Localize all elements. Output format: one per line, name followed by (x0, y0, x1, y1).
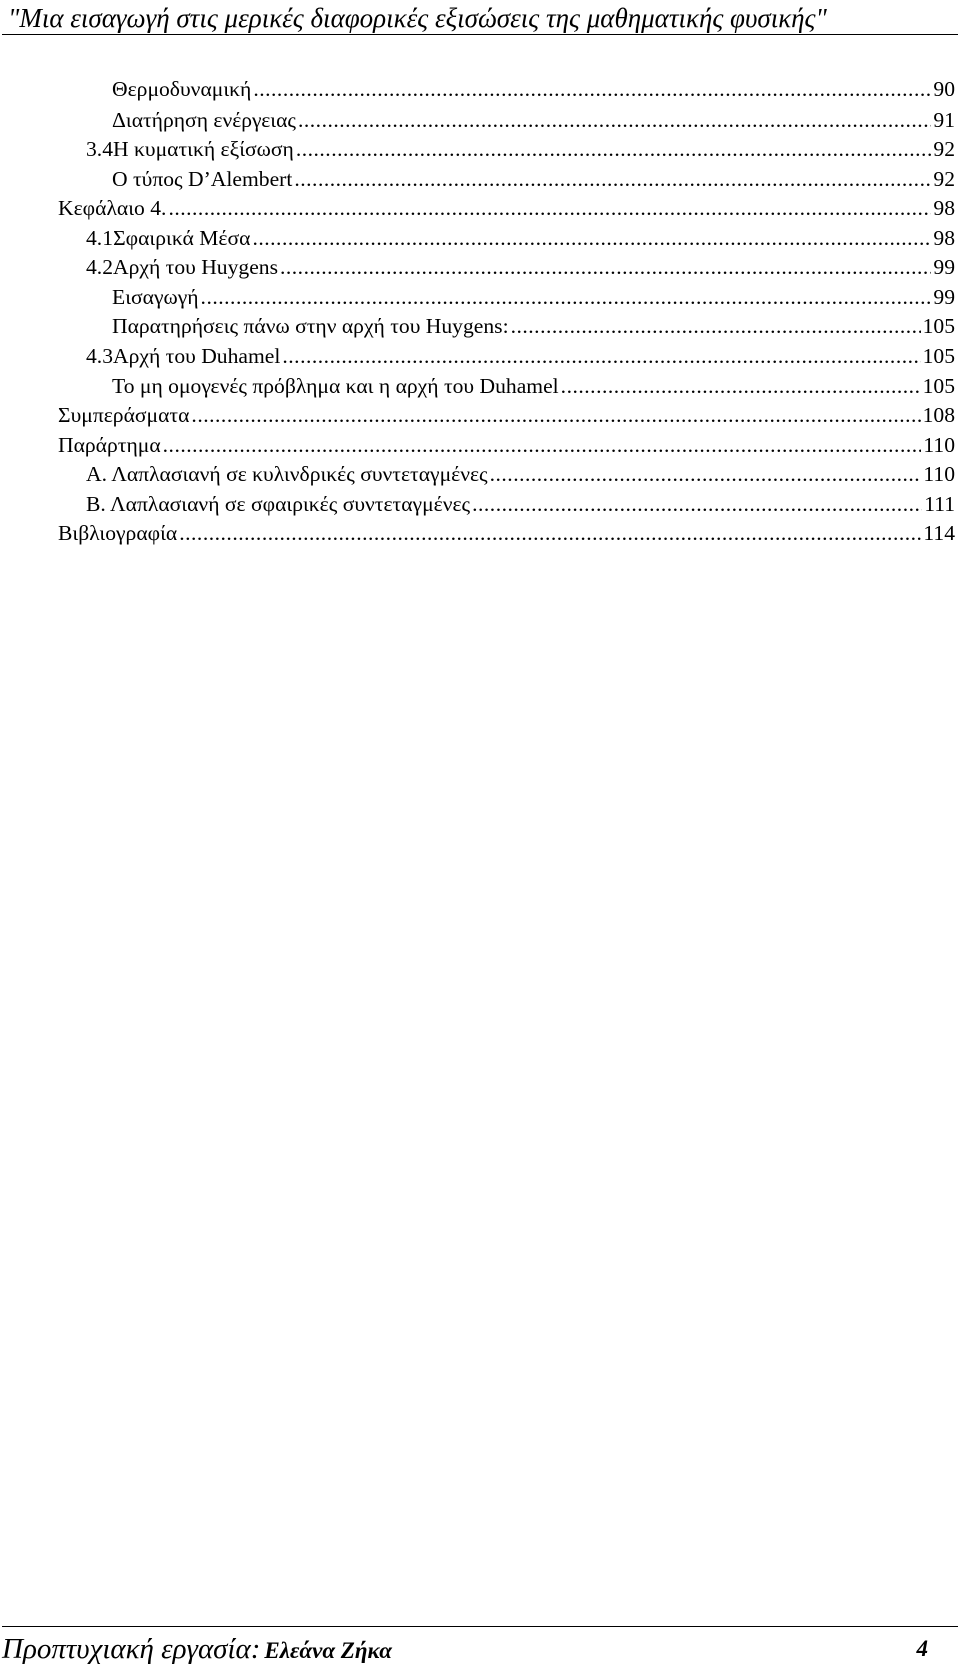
toc-entry[interactable] (86, 489, 955, 519)
toc-entry[interactable] (112, 74, 955, 104)
toc-entry[interactable] (86, 459, 955, 489)
toc-leader-dots (472, 489, 922, 519)
toc-entry-page: 90 (933, 77, 955, 101)
toc-entry-number: 4.1 (86, 226, 113, 250)
toc-leader-dots (298, 105, 931, 135)
toc-entry-title: Παρατηρήσεις πάνω στην αρχή του Huygens: (112, 314, 509, 338)
toc-entry-title: Α. Λαπλασιανή σε κυλινδρικές συντεταγμένες (86, 462, 488, 486)
toc-leader-dots (252, 223, 931, 253)
page-header (2, 2, 958, 35)
toc-entry-page: 105 (922, 374, 955, 398)
toc-leader-dots (282, 341, 920, 371)
toc-entry-page: 105 (922, 344, 955, 368)
toc-entry-number: 4.3 (86, 344, 113, 368)
toc-entry[interactable] (86, 223, 955, 253)
toc-leader-dots (179, 518, 921, 548)
toc-entry-page: 98 (933, 196, 955, 220)
toc-entry-page: 110 (923, 433, 955, 457)
toc-entry-page: 99 (933, 285, 955, 309)
toc-entry[interactable] (58, 193, 955, 223)
footer-author: Ελεάνα Ζήκα (264, 1638, 392, 1663)
toc-entry-page: 111 (924, 492, 955, 516)
toc-entry-title: Αρχή του Duhamel (113, 344, 281, 368)
footer-label: Προπτυχιακή εργασία: (2, 1633, 261, 1665)
toc-entry[interactable] (58, 430, 955, 460)
toc-entry-page: 105 (922, 314, 955, 338)
document-title: "Μια εισαγωγή στις μερικές διαφορικές εξισώσεις της μαθηματικής φυσικής" (8, 3, 827, 33)
toc-entry[interactable] (112, 105, 955, 135)
toc-entry-title: Η κυματική εξίσωση (113, 137, 294, 161)
toc-entry-title: Παράρτημα (58, 433, 161, 457)
toc-entry-title: Αρχή του Huygens (113, 255, 278, 279)
toc-entry-title: Σφαιρικά Μέσα (113, 226, 251, 250)
toc-leader-dots (280, 252, 931, 282)
toc-entry[interactable] (86, 252, 955, 282)
toc-entry-page: 92 (933, 137, 955, 161)
toc-entry-number: 3.4 (86, 137, 113, 161)
toc-entry-page: 98 (933, 226, 955, 250)
toc-entry-page: 108 (922, 403, 955, 427)
page-number: 4 (916, 1636, 928, 1661)
toc-entry-title: Το μη ομογενές πρόβλημα και η αρχή του Duhamel (112, 374, 559, 398)
toc-entry[interactable] (112, 311, 955, 341)
toc-leader-dots (253, 74, 931, 104)
toc-entry-page: 110 (923, 462, 955, 486)
toc-leader-dots (168, 193, 931, 223)
toc-entry-title: Ο τύπος D’Alembert (112, 167, 293, 191)
toc-leader-dots (201, 282, 932, 312)
toc-entry-title: Θερμοδυναμική (112, 77, 252, 101)
toc-entry[interactable] (112, 371, 955, 401)
toc-entry[interactable] (112, 282, 955, 312)
toc-leader-dots (191, 400, 920, 430)
toc-entry[interactable] (58, 400, 955, 430)
toc-entry-number: 4.2 (86, 255, 113, 279)
toc-entry[interactable] (112, 164, 955, 194)
toc-leader-dots (294, 164, 931, 194)
toc-entry-page: 91 (933, 108, 955, 132)
toc-entry[interactable] (58, 518, 955, 548)
page-footer (2, 1626, 958, 1667)
toc-entry-title: Βιβλιογραφία (58, 521, 178, 545)
toc-entry-page: 99 (933, 255, 955, 279)
toc-entry-title: Συμπεράσματα (58, 403, 190, 427)
toc-entry[interactable] (86, 134, 955, 164)
toc-entry-title: Κεφάλαιο 4. (58, 196, 167, 220)
toc-entry[interactable] (86, 341, 955, 371)
toc-entry-title: Διατήρηση ενέργειας (112, 108, 296, 132)
toc-entry-page: 92 (933, 167, 955, 191)
toc-entry-title: Εισαγωγή (112, 285, 199, 309)
toc-entry-title: Β. Λαπλασιανή σε σφαιρικές συντεταγμένες (86, 492, 471, 516)
toc-leader-dots (163, 430, 922, 460)
toc-leader-dots (296, 134, 932, 164)
toc-leader-dots (490, 459, 922, 489)
toc-leader-dots (511, 311, 921, 341)
toc-entry-page: 114 (923, 521, 955, 545)
toc-leader-dots (561, 371, 921, 401)
